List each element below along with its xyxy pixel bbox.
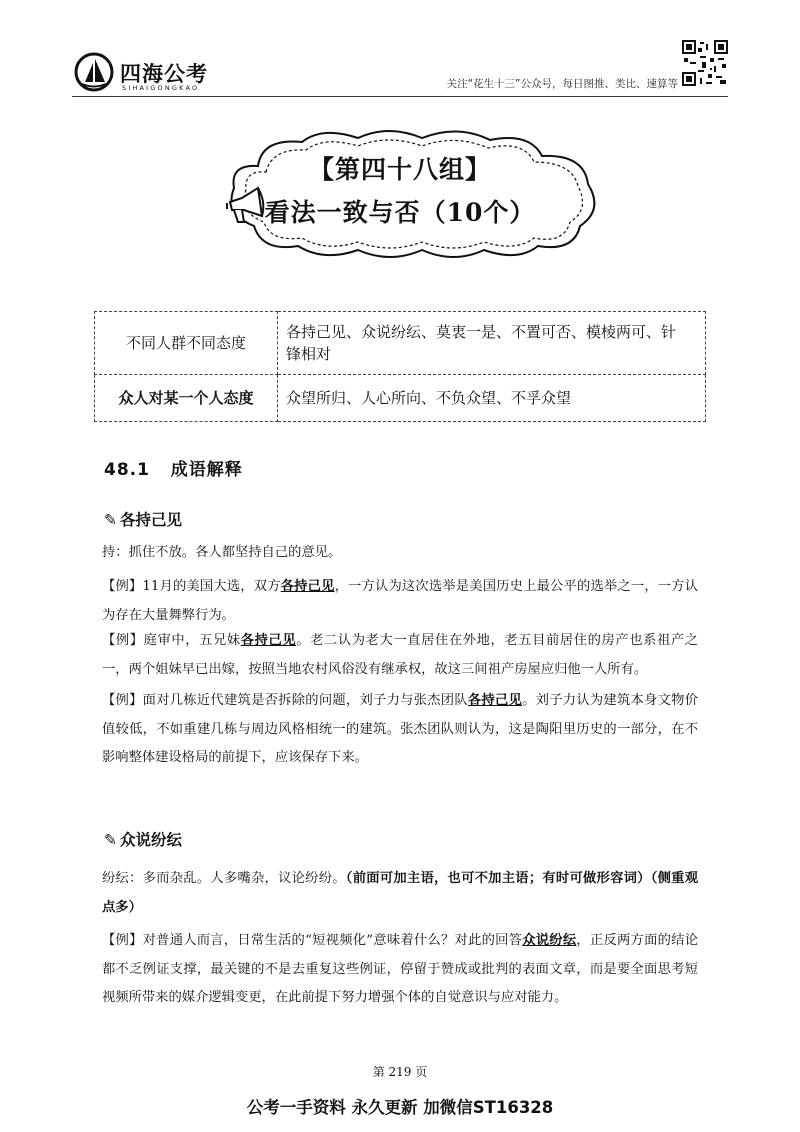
table-words: 众望所归、人心所向、不负众望、不孚众望 [278, 375, 706, 422]
table-row [95, 312, 706, 375]
section-heading [104, 455, 243, 480]
highlight-term: 各持己见 [240, 633, 297, 648]
example-paragraph: 【例】11月的美国大选，双方各持己见，一方认为这次选举是美国历史上最公平的选举之一，一方认为存在大量舞弊行为。 [102, 579, 699, 623]
section-title: 成语解释 [170, 460, 243, 480]
highlight-term: 各持己见 [280, 579, 335, 594]
page-number: 第 219 页 [372, 1065, 428, 1079]
table-row [95, 375, 706, 422]
idiom-entry-heading [104, 508, 182, 530]
idiom-term: 众说纷纭 [120, 831, 183, 849]
sailboat-logo-icon [74, 52, 114, 92]
section-number: 48.1 [104, 460, 150, 480]
table-words [278, 312, 706, 375]
header-note: 关注“花生十三”公众号，每日图推、类比、速算等 [446, 78, 678, 90]
footer-note: 公考一手资料 永久更新 加微信ST16328 [246, 1098, 554, 1117]
idiom-entry-heading [104, 828, 182, 850]
pencil-icon: ✎ [104, 511, 117, 529]
usage-note: （前面可加主语，也可不加主语；有时可做形容词）（侧重观点多） [102, 871, 699, 915]
example-paragraph: 【例】庭审中，五兄妹各持己见。老二认为老大一直居住在外地，老五目前居住的房产也系祖产之一，两个姐妹早已出嫁，按照当地农村风俗没有继承权，故这三间祖产房屋应归他一人所有。 [102, 633, 699, 677]
example-paragraph: 【例】对普通人而言，日常生活的“短视频化”意味着什么？对此的回答众说纷纭，正反两方面的结论都不乏例证支撑，最关键的不是去重复这些例证，停留于赞成或批判的表面文章，而是要全面思考短视频所带来的媒介逻辑变更，在此前提下努力增强个体的自觉意识与应对能力。 [102, 933, 698, 1005]
group-subtitle: 看法一致与否（10个） [264, 198, 536, 227]
page-header [72, 40, 728, 98]
table-words-line: 各持己见、众说纷纭、莫衷一是、不置可否、模棱两可、针 [286, 323, 677, 341]
qr-code-icon [682, 40, 728, 86]
brand-name: 四海公考 [120, 62, 208, 86]
example-paragraph: 【例】面对几栋近代建筑是否拆除的问题，刘子力与张杰团队各持己见。刘子力认为建筑本身文物价值较低，不如重建几栋与周边风格相统一的建筑。张杰团队则认为，这是陶阳里历史的一部分，在不影响整体建设格局的前提下，应该保存下来。 [102, 693, 699, 765]
highlight-term: 众说纷纭 [522, 933, 577, 948]
group-title: 【第四十八组】 [308, 155, 491, 184]
logo [74, 52, 274, 98]
header-divider [72, 96, 728, 97]
idiom-definition: 持：抓住不放。各人都坚持自己的意见。 [102, 545, 342, 560]
idiom-term: 各持己见 [120, 511, 183, 529]
pencil-icon: ✎ [104, 831, 117, 849]
table-words-line: 锋相对 [286, 345, 332, 363]
brand-subtitle: SIHAIGONGKAO [122, 84, 200, 92]
idiom-definition: 纷纭：多而杂乱。人多嘴杂，议论纷纷。（前面可加主语，也可不加主语；有时可做形容词）（侧重观点多） [102, 871, 699, 915]
table-category: 众人对某一个人态度 [95, 375, 278, 422]
highlight-term: 各持己见 [467, 693, 523, 708]
summary-table [94, 311, 706, 422]
table-category: 不同人群不同态度 [95, 312, 278, 375]
